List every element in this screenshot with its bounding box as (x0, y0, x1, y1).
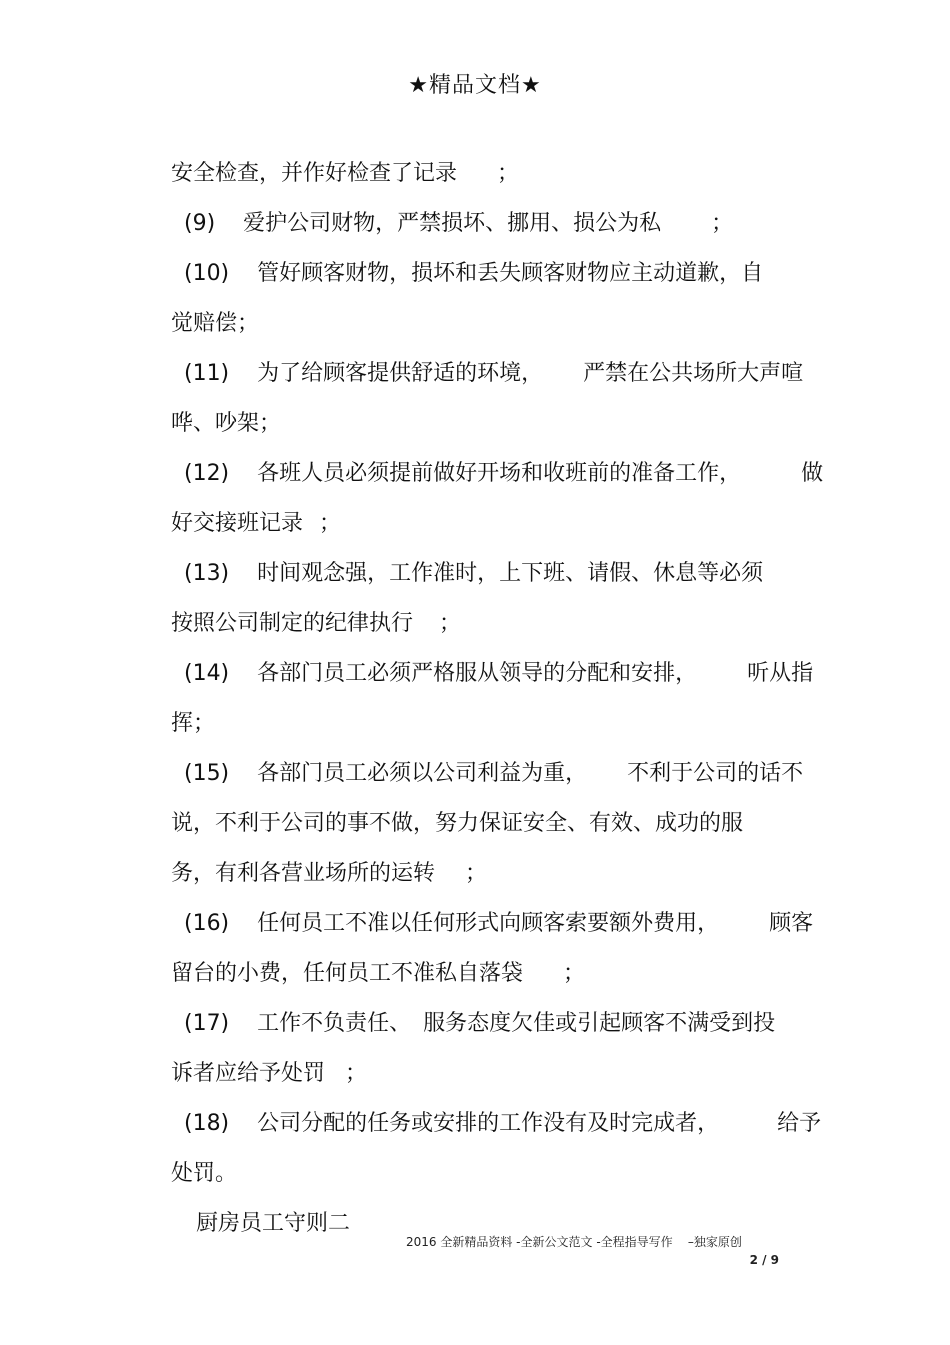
page-header-title: ★精品文档★ (408, 73, 542, 98)
text-segment: (11) 为了给顾客提供舒适的环境， (183, 361, 544, 386)
text-segment: (18) 公司分配的任务或安排的工作没有及时完成者， (183, 1111, 720, 1136)
text-segment: 处罚。 (170, 1161, 237, 1186)
text-segment: ； (345, 1061, 368, 1086)
text-segment: (16) 任何员工不准以任何形式向顾客索要额外费用， (183, 911, 720, 936)
text-segment: ； (439, 611, 462, 636)
text-segment: ； (711, 211, 734, 236)
text-segment: (12) 各班人员必须提前做好开场和收班前的准备工作， (183, 461, 742, 486)
text-segment: ； (319, 511, 342, 536)
text-segment: 务，有利各营业场所的运转 (170, 861, 435, 886)
text-segment: 听从指 (747, 661, 814, 686)
text-segment: ； (465, 861, 488, 886)
text-segment: 哗、吵架； (170, 411, 281, 436)
list-item-14 (156, 626, 813, 722)
text-segment: 诉者应给予处罚 (170, 1061, 325, 1086)
section-heading (168, 1176, 350, 1272)
text-segment: (13) 时间观念强，工作准时，上下班、请假、休息等必须 (183, 561, 764, 586)
text-segment: (14) 各部门员工必须严格服从领导的分配和安排， (183, 661, 698, 686)
text-segment: ； (563, 961, 586, 986)
text-segment: 给予 (777, 1111, 822, 1136)
list-item-18 (156, 1076, 821, 1172)
text-segment: 做 (801, 461, 824, 486)
text-segment: (15) 各部门员工必须以公司利益为重， (183, 761, 588, 786)
text-segment: 安全检查，并作好检查了记录 (170, 161, 457, 186)
text-segment: 挥； (170, 711, 215, 736)
text-segment: 好交接班记录 (170, 511, 303, 536)
text-segment: 顾客 (769, 911, 814, 936)
page-number: 2 / 9 (749, 1253, 779, 1267)
text-segment: (10) 管好顾客财物，损坏和丢失顾客财物应主动道歉，自 (183, 261, 764, 286)
text-segment: 按照公司制定的纪律执行 (170, 611, 413, 636)
text-segment: (9) 爱护公司财物，严禁损坏、挪用、损公为私 (183, 211, 662, 236)
text-segment: 厨房员工守则二 (195, 1211, 350, 1236)
text-segment: 说，不利于公司的事不做，努力保证安全、有效、成功的服 (170, 811, 743, 836)
text-segment: 觉赔偿； (170, 311, 259, 336)
text-segment: 留台的小费，任何员工不准私自落袋 (170, 961, 523, 986)
text-segment: 不利于公司的话不 (627, 761, 804, 786)
text-segment: 严禁在公共场所大声喧 (583, 361, 804, 386)
text-segment: ； (497, 161, 520, 186)
page-footer-text: 2016 全新精品资料 -全新公文范文 -全程指导写作 –独家原创 (406, 1235, 742, 1249)
text-segment: (17) 工作不负责任、 (183, 1011, 412, 1036)
text-segment: 服务态度欠佳或引起顾客不满受到投 (423, 1011, 776, 1036)
